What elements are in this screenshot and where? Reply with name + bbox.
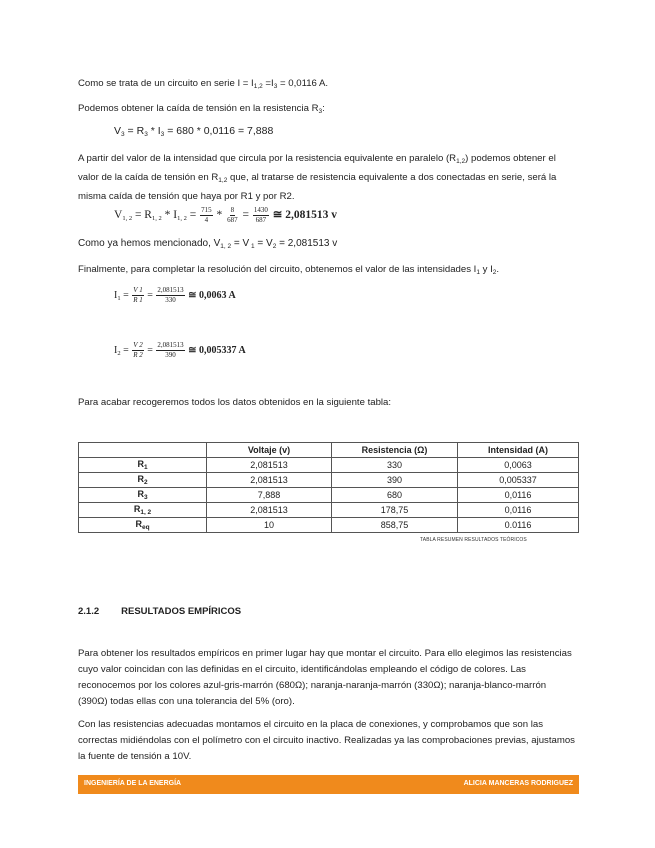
table-header-cell: Intensidad (A) (458, 443, 579, 458)
table-header-cell (79, 443, 207, 458)
row-label: $R_2$ (79, 473, 207, 488)
cell-intensidad: 0,005337 (458, 473, 579, 488)
cell-voltaje: 2,081513 (207, 503, 332, 518)
paragraph-series-current: Como se trata de un circuito en serie $I = I_{1,2} =I_3 = 0,0116$ A. (78, 78, 329, 90)
footer-course: INGENIERÍA DE LA ENERGÍA (84, 780, 182, 787)
table-row (79, 488, 579, 503)
section-number: 2.1.2 (78, 606, 100, 617)
cell-voltaje: 10 (207, 518, 332, 533)
cell-resistencia: 858,75 (332, 518, 458, 533)
paragraph-circuit-assembly: Con las resistencias adecuadas montamos el circuito en la placa de conexiones, y comprobamos que son las correctas midiéndolas con el polímetro con el circuito inactivo. Realizadas ya las comprobaciones previas, ajustamos la fuente de tensión a 10V. (78, 719, 575, 762)
equation-v12: $V_{1, 2} = R_{1, 2} * I_{1, 2}$ = $\frac{715}{4}$ * $\frac{8}{687}$ = $\frac{1430}{687}$ ≅ 2,081513 v (114, 206, 337, 224)
section-heading (78, 606, 241, 617)
footer-author: ALICIA MANCERAS RODRIGUEZ (463, 780, 573, 787)
cell-voltaje: 2,081513 (207, 458, 332, 473)
row-label: $R_{1, 2}$ (79, 503, 207, 518)
cell-resistencia: 178,75 (332, 503, 458, 518)
cell-resistencia: 390 (332, 473, 458, 488)
row-label: $R_3$ (79, 488, 207, 503)
table-header-cell: Voltaje (v) (207, 443, 332, 458)
cell-intensidad: 0,0116 (458, 503, 579, 518)
row-label: $R_1$ (79, 458, 207, 473)
equation-v3: $V_3 = R_3 * I_3 = 680 * 0,0116 = 7,888$ (114, 125, 274, 138)
equation-i2: $I_2$ = $\frac{V 2}{R 2}$ = $\frac{2,081513}{390}$ ≅ 0,005337 A (114, 341, 246, 359)
table-row (79, 458, 579, 473)
cell-resistencia: 680 (332, 488, 458, 503)
table-caption: TABLA RESUMEN RESULTADOS TEÓRICOS (420, 537, 527, 543)
paragraph-voltage-drop-r3: Podemos obtener la caída de tensión en la resistencia $R_3$: (78, 103, 325, 115)
paragraph-currents: Finalmente, para completar la resolución del circuito, obtenemos el valor de las intensidades $I_1$ y $I_2$. (78, 264, 500, 276)
cell-intensidad: 0,0063 (458, 458, 579, 473)
table-row (79, 503, 579, 518)
cell-intensidad: 0,0116 (458, 488, 579, 503)
equation-i1: $I_1$ = $\frac{V 1}{R 1}$ = $\frac{2,081513}{330}$ ≅ 0,0063 A (114, 286, 236, 304)
section-title: RESULTADOS EMPÍRICOS (121, 606, 242, 617)
cell-intensidad: 0.0116 (458, 518, 579, 533)
table-header-row (79, 443, 579, 458)
table-header-cell: Resistencia (Ω) (332, 443, 458, 458)
row-label: $R_{eq}$ (79, 518, 207, 533)
page-footer (78, 775, 579, 794)
paragraph-parallel-equivalent: A partir del valor de la intensidad que circula por la resistencia equivalente en paralelo $(R_{1,2})$ podemos obtener el valor de la caída de tensión en $R_{1,2}$ que, al tratarse de resistencia equivalente a dos conectadas en serie, será la misma caída de tensión que haya por R1 y por R2. (78, 153, 557, 202)
results-table (78, 442, 579, 533)
cell-voltaje: 7,888 (207, 488, 332, 503)
table-row (79, 473, 579, 488)
paragraph-empirical-setup: Para obtener los resultados empíricos en primer lugar hay que montar el circuito. Para ello elegimos las resistencias cuyo valor coincidan con las definidas en el circuito, identificándolas empleando el código de colores. Las reconocemos por los colores azul-gris-marrón (680Ω); naranja-naranja-marrón (330Ω); naranja-blanco-marrón (390Ω) todas ellas con una tolerancia del 5% (oro). (78, 648, 572, 707)
cell-voltaje: 2,081513 (207, 473, 332, 488)
table-row (79, 518, 579, 533)
paragraph-voltage-equal: Como ya hemos mencionado, $V_{1, 2} = V$ $_1 = V_2 = 2,081513$ v (78, 238, 338, 250)
cell-resistencia: 330 (332, 458, 458, 473)
paragraph-table-intro: Para acabar recogeremos todos los datos obtenidos en la siguiente tabla: (78, 397, 392, 408)
